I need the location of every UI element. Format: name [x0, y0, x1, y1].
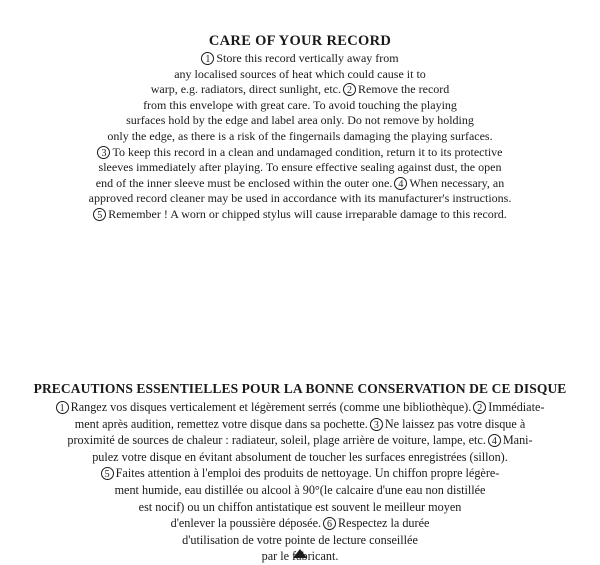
circled-number-icon: 1: [56, 401, 69, 414]
line-text: Faites attention à l'emploi des produits de nettoyage. Un chiffon propre légère-: [115, 466, 500, 481]
circled-number-icon: 1: [201, 52, 214, 65]
line-text: from this envelope with great care. To avoid touching the playing: [143, 97, 457, 112]
line-text: Remove the record: [357, 82, 450, 97]
text-line: [0, 399, 600, 416]
text-line: [0, 449, 600, 466]
line-text: warp, e.g. radiators, direct sunlight, etc.: [150, 82, 341, 97]
line-text: ment après audition, remettez votre disque dans sa pochette.: [74, 416, 368, 431]
text-line: [0, 465, 600, 482]
text-line: [0, 416, 600, 433]
line-text: Remember ! A worn or chipped stylus will cause irreparable damage to this record.: [108, 206, 507, 221]
line-text: est nocif) ou un chiffon antistatique est souvent le meilleur moyen: [138, 499, 462, 514]
arrow-marker-icon: [293, 549, 307, 558]
line-text: Store this record vertically away from: [216, 51, 399, 65]
text-line: [0, 207, 600, 223]
line-text: Mani-: [502, 433, 533, 448]
line-text: par le fabricant.: [261, 549, 339, 564]
care-instructions-french: [0, 380, 600, 565]
circled-number-icon: 4: [394, 177, 407, 190]
text-line: [0, 98, 600, 114]
text-line: [0, 532, 600, 549]
line-text: sleeves immediately after playing. To ensure effective sealing against dust, the open: [98, 160, 502, 175]
line-text: Immédiate-: [488, 400, 545, 414]
circled-number-icon: 2: [473, 401, 486, 414]
text-line: [0, 160, 600, 176]
care-instructions-english: [0, 32, 600, 223]
text-line: [0, 129, 600, 145]
care-title: CARE OF YOUR RECORD: [208, 33, 392, 49]
circled-number-icon: 3: [97, 146, 110, 159]
text-line: [0, 432, 600, 449]
line-text: end of the inner sleeve must be enclosed within the outer one.: [95, 175, 393, 190]
circled-number-icon: 4: [488, 434, 501, 447]
precautions-title: PRECAUTIONS ESSENTIELLES POUR LA BONNE CONSERVATION DE CE DISQUE: [33, 381, 567, 396]
line-text: pulez votre disque en évitant absolument de toucher les surfaces enregistrées (sillon).: [92, 449, 508, 464]
text-line: [0, 515, 600, 532]
line-text: approved record cleaner may be used in accordance with its manufacturer's instructions.: [88, 191, 512, 206]
circled-number-icon: 5: [93, 208, 106, 221]
line-text: Respectez la durée: [338, 516, 430, 531]
line-text: any localised sources of heat which could cause it to: [174, 66, 426, 81]
circled-number-icon: 5: [101, 467, 114, 480]
circled-number-icon: 3: [370, 418, 383, 431]
circled-number-icon: 6: [323, 517, 336, 530]
text-line: [0, 145, 600, 161]
text-line: [0, 499, 600, 516]
line-text: d'utilisation de votre pointe de lecture conseillée: [182, 532, 418, 547]
care-body: [0, 51, 600, 223]
line-text: proximité de sources de chaleur : radiateur, soleil, plage arrière de voiture, lampe, etc.: [67, 433, 486, 448]
text-line: [0, 51, 600, 67]
text-line: [0, 67, 600, 83]
line-text: To keep this record in a clean and undamaged condition, return it to its protective: [112, 144, 503, 159]
line-text: ment humide, eau distillée ou alcool à 90°(le calcaire d'une eau non distillée: [114, 482, 486, 497]
line-text: d'enlever la poussière déposée.: [170, 516, 322, 531]
circled-number-icon: 2: [343, 83, 356, 96]
text-line: [0, 176, 600, 192]
line-text: surfaces hold by the edge and label area only. Do not remove by holding: [126, 113, 474, 128]
line-text: When necessary, an: [409, 175, 505, 190]
text-line: [0, 482, 600, 499]
precautions-body: [0, 399, 600, 565]
text-line: [0, 82, 600, 98]
text-line: [0, 191, 600, 207]
line-text: only the edge, as there is a risk of the fingernails damaging the playing surfaces.: [107, 128, 493, 143]
line-text: Rangez vos disques verticalement et légèrement serrés (comme une bibliothèque).: [70, 400, 472, 414]
text-line: [0, 113, 600, 129]
line-text: Ne laissez pas votre disque à: [384, 416, 526, 431]
